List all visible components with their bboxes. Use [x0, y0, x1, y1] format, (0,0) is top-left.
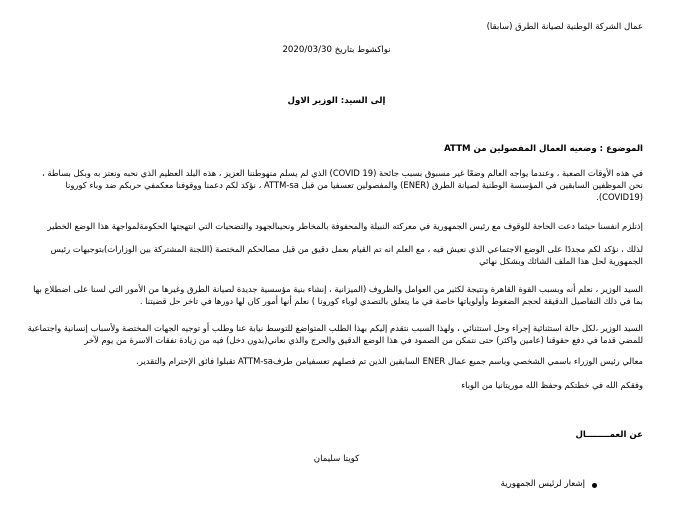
paragraph-line: نحن الموظفين السابقين في المؤسسة الوطنية لصيانة الطرق (ENER) والمفصولين تعسفيا من قبل ATTM-sa ، نؤكد لكم دعمنا ووقوفنا معكمفي حربكم ضد وباء كورونا	[65, 180, 643, 190]
paragraph-5	[23, 322, 643, 346]
sender-line: عمال الشركة الوطنية لصيانة الطرق (سابقا)	[486, 22, 643, 32]
paragraph-line: (COVID19).	[596, 192, 643, 202]
paragraph-line: إذنلزم انفسنا حيثما دعت الحاجة للوقوف مع رئيس الجمهورية في معركته النبيلة والمحفوفة بالمخاطر ونحيىالجهود والتضحيات التي انتهجتها الحكومةلمواجهة هذا الوضع الخطير	[47, 221, 643, 231]
paragraph-line: في هذه الأوقات الصعبة ، وعندما يواجه العالم وضعًا غير مسبوق بسبب جائحة (COVID 19) الذي لم يسلم منهوطننا العزيز ، هذه البلد العظيم الذي نحبه ونعتز به وبكل بساطة ،	[42, 168, 643, 178]
subject: الموضوع : وضعيه العمال المفصولين من ATTM	[444, 144, 643, 154]
bullet-icon	[592, 483, 597, 488]
paragraph-line: السيد الوزير ، نعلم أنه وبسبب القوة القاهرة ونتيجة لكثير من العوامل والظروف (الميزانية ، إنشاء بنية مؤسسية جديدة لصيانة الطرق وغيرها من الأمور التي لسنا على اضطلاع بها	[33, 284, 643, 294]
paragraph-line: وفقكم الله في خطتكم وحفظ الله موريتانيا من الوباء	[461, 380, 643, 390]
paragraph-6	[23, 355, 643, 367]
recipient: إلى السيد: الوزير الاول	[287, 96, 386, 106]
cc-line: إشعار لرئيس الجمهورية	[500, 479, 585, 489]
paragraph-4	[23, 283, 643, 307]
paragraph-1	[23, 167, 643, 203]
paragraph-line: لذلك ، نؤكد لكم مجددًا على الوضع الاجتماعي الذي نعيش فيه ، مع العلم انه تم القيام بعمل دقيق من قبل مصالحكم المختصة (اللجنة المشتركة بين الوزارات)بتوجيهات رئيس	[50, 244, 643, 254]
paragraph-3	[23, 243, 643, 267]
paragraph-line: الجمهورية لحل هذا الملف الشائك وبشكل نهائي	[479, 256, 643, 266]
place-date: نواكشوط بتاريخ 2020/03/30	[282, 45, 391, 55]
paragraph-2	[23, 220, 643, 232]
paragraph-line: السيد الوزير ،لكل حالة استثنائية إجراء وحل استثنائي ، ولهذا السبب نتقدم إليكم بهذا الطلب المتواضع للتوسط نيابة عنا وطلب أو توجيه الجهات المختصة ولأسباب إنسانية واجتماعية	[27, 323, 643, 333]
paragraph-line: معالي رئيس الوزراء باسمي الشخصي وباسم جميع عمال ENER السابقين الذين تم فصلهم تعسفيامن طرفATTM-sa تقبلوا فائق الإحترام والتقدير.	[136, 356, 643, 366]
signatory-name: كويتا سليمان	[313, 454, 360, 464]
paragraph-line: بما في ذلك التفاصيل الدقيقة لحجم الضغوط وأولوياتها خاصة في ما يتعلق بالتصدي لوباء كورونا ) نعلم أنها أمور كان لها دورها في تاخر حل قضيتنا .	[139, 296, 643, 306]
on-behalf-label: عن العمــــــــال	[575, 430, 643, 440]
paragraph-line: للمضي قدما في دفع حقوقنا (عامين واكثر) حتى نتمكن من الصمود في هذا الوضع الدقيق والحرج والذي نعاني(بدون دخل) فيه من زيادة نفقات الاسرة من يوم لآخر	[84, 335, 643, 345]
closing-line	[23, 379, 643, 391]
